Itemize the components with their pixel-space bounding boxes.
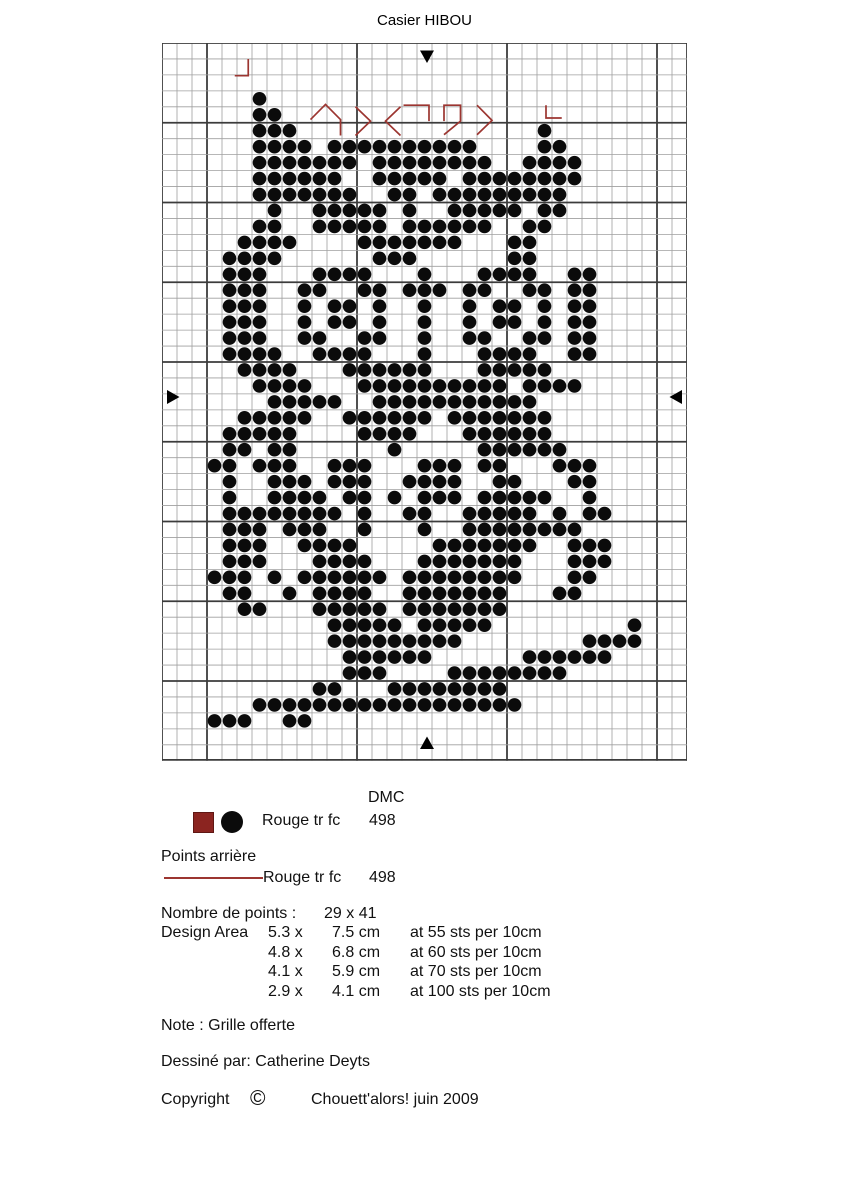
right-center-marker [670, 390, 683, 404]
note-text: Note : Grille offerte [161, 1017, 295, 1034]
left-center-marker [167, 390, 180, 404]
size-height: 4.1 cm [332, 983, 381, 1000]
size-height: 7.5 cm [332, 924, 381, 941]
copyright-text: Chouett'alors! juin 2009 [311, 1091, 479, 1108]
backstitch-color-name: Rouge tr fc [263, 869, 342, 886]
size-height: 5.9 cm [332, 963, 381, 980]
designer-text: Dessiné par: Catherine Deyts [161, 1053, 370, 1070]
size-height: 6.8 cm [332, 944, 381, 961]
backstitch-section-title: Points arrière [161, 848, 257, 865]
size-width: 4.1 x [268, 963, 303, 980]
legend-header: DMC [368, 789, 405, 806]
size-gauge: at 100 sts per 10cm [410, 983, 551, 1000]
size-gauge: at 60 sts per 10cm [410, 944, 542, 961]
size-width: 4.8 x [268, 944, 303, 961]
page-title: Casier HIBOU [376, 12, 473, 29]
stitch-count-label: Nombre de points : [161, 905, 297, 922]
copyright-icon: © [250, 1087, 266, 1110]
pattern-grid [162, 43, 687, 761]
stitch-count-value: 29 x 41 [324, 905, 377, 922]
pattern-grid-svg [162, 43, 687, 761]
backstitch-color-code: 498 [369, 869, 396, 886]
legend-color-name: Rouge tr fc [262, 812, 341, 829]
size-width: 5.3 x [268, 924, 303, 941]
size-width: 2.9 x [268, 983, 303, 1000]
legend-color-code: 498 [369, 812, 396, 829]
copyright-word: Copyright [161, 1091, 230, 1108]
legend-stitch-dot-icon [221, 811, 243, 833]
backstitch-line-swatch [164, 877, 263, 879]
legend-red-square-swatch [193, 812, 214, 833]
design-area-label: Design Area [161, 924, 249, 941]
size-gauge: at 70 sts per 10cm [410, 963, 542, 980]
backstitch-marks [235, 59, 562, 136]
size-gauge: at 55 sts per 10cm [410, 924, 542, 941]
